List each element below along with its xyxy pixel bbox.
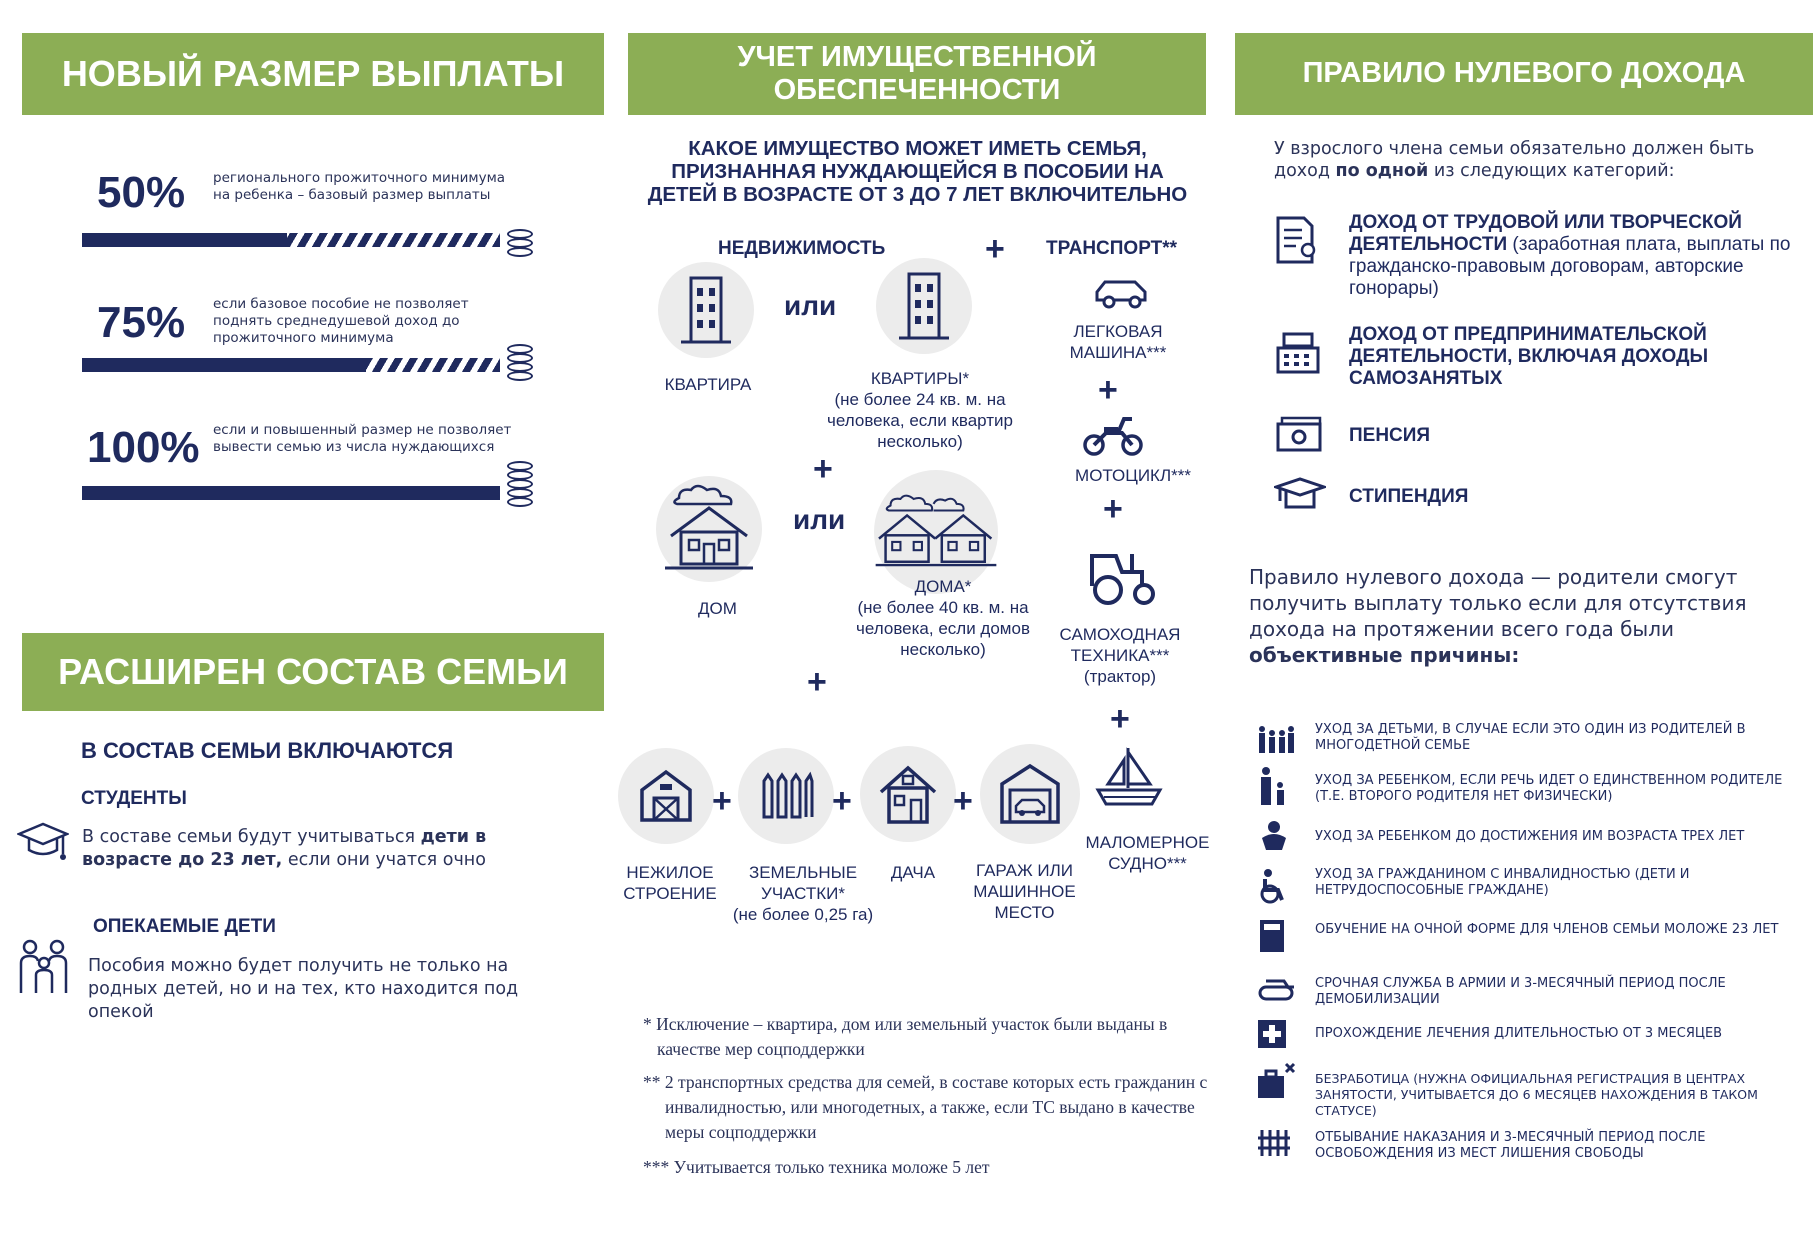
- motorcycle-icon: [1082, 411, 1144, 457]
- plus-sign: +: [712, 782, 732, 820]
- footnote-1: * Исключение – квартира, дом или земельный участок были выданы в качестве мер соцподдержки: [643, 1014, 1168, 1059]
- zero-income-rule: Правило нулевого дохода — родители смогут получить выплату только если для отсутствия дохода на протяжении всего года были объективные причины:: [1249, 565, 1747, 667]
- tier-50-desc: регионального прожиточного минимума на ребенка – базовый размер выплаты: [213, 170, 506, 203]
- plus-sign: +: [1110, 700, 1130, 738]
- reason-fulltime-study: ОБУЧЕНИЕ НА ОЧНОЙ ФОРМЕ ДЛЯ ЧЛЕНОВ СЕМЬИ МОЛОЖЕ 23 ЛЕТ: [1315, 922, 1779, 937]
- plus-sign: +: [1103, 490, 1123, 528]
- or-text: или: [784, 290, 837, 321]
- reason-child-under-3: УХОД ЗА РЕБЕНКОМ ДО ДОСТИЖЕНИЯ ИМ ВОЗРАСТА ТРЕХ ЛЕТ: [1315, 829, 1745, 844]
- income-scholarship: СТИПЕНДИЯ: [1349, 486, 1469, 507]
- guardian-text: Пособия можно будет получить не только на родных детей, но и на тех, кто находится под опекой: [88, 956, 519, 1022]
- tier-100-desc: если и повышенный размер не позволяет вывести семью из числа нуждающихся: [213, 422, 512, 455]
- tank-icon: [1256, 975, 1292, 1007]
- students-text: В составе семьи будут учитываться дети в возрасте до 23 лет, если они учатся очно: [82, 827, 487, 870]
- money-icon: [1274, 414, 1324, 454]
- nonres-label: НЕЖИЛОЕ СТРОЕНИЕ: [623, 863, 717, 903]
- car-label: ЛЕГКОВАЯ МАШИНА***: [1069, 322, 1167, 362]
- book-icon: [1256, 918, 1292, 950]
- banner-zero-income: ПРАВИЛО НУЛЕВОГО ДОХОДА: [1235, 33, 1813, 115]
- garage-circle: [980, 744, 1080, 844]
- plus-sign: +: [1098, 371, 1118, 409]
- houses-label: ДОМА* (не более 40 кв. м. на человека, если домов несколько): [856, 577, 1030, 659]
- scholarship-cap-icon: [1274, 477, 1326, 517]
- cash-register-icon: [1274, 330, 1322, 376]
- plus-sign: +: [953, 782, 973, 820]
- banner-family: РАСШИРЕН СОСТАВ СЕМЬИ: [22, 633, 604, 711]
- reason-large-family: УХОД ЗА ДЕТЬМИ, В СЛУЧАЕ ЕСЛИ ЭТО ОДИН ИЗ РОДИТЕЛЕЙ В МНОГОДЕТНОЙ СЕМЬЕ: [1315, 722, 1746, 753]
- family-icon: [17, 937, 71, 997]
- guardian-title: ОПЕКАЕМЫЕ ДЕТИ: [93, 916, 276, 937]
- fence-icon: [758, 771, 814, 821]
- reason-disability-care: УХОД ЗА ГРАЖДАНИНОМ С ИНВАЛИДНОСТЬЮ (ДЕТИ И НЕТРУДОСПОСОБНЫЕ ГРАЖДАНЕ): [1315, 867, 1690, 898]
- land-label: ЗЕМЕЛЬНЫЕ УЧАСТКИ* (не более 0,25 га): [732, 863, 874, 924]
- apartment-building-icon: [895, 270, 953, 342]
- tractor-icon: [1086, 546, 1160, 608]
- unemployment-briefcase-icon: [1256, 1062, 1292, 1094]
- banner-property: УЧЕТ ИМУЩЕСТВЕННОЙ ОБЕСПЕЧЕННОСТИ: [628, 33, 1206, 115]
- barn-icon: [638, 768, 694, 824]
- tier-75-percent: 75%: [97, 298, 186, 347]
- nonres-circle: [618, 748, 714, 844]
- garage-icon: [998, 762, 1062, 826]
- tier-50-bar: [82, 233, 500, 247]
- dacha-label: ДАЧА: [890, 863, 936, 882]
- tier-50-percent: 50%: [97, 168, 186, 217]
- banner-new-payment: НОВЫЙ РАЗМЕР ВЫПЛАТЫ: [22, 33, 604, 115]
- tier-100-percent: 100%: [87, 423, 200, 472]
- plus-sign: +: [807, 663, 827, 701]
- apartment-circle: [658, 262, 754, 358]
- reason-single-parent: УХОД ЗА РЕБЕНКОМ, ЕСЛИ РЕЧЬ ИДЕТ О ЕДИНСТВЕННОМ РОДИТЕЛЕ (Т.Е. ВТОРОГО РОДИТЕЛЯ НЕТ ФИЗИЧЕСКИ): [1315, 773, 1783, 804]
- income-pension: ПЕНСИЯ: [1349, 425, 1431, 446]
- house-circle: [656, 476, 762, 582]
- boat-icon: [1094, 744, 1164, 810]
- transport-label: ТРАНСПОРТ**: [1046, 238, 1178, 259]
- graduation-cap-icon: [17, 820, 69, 866]
- reason-army-service: СРОЧНАЯ СЛУЖБА В АРМИИ И 3-МЕСЯЧНЫЙ ПЕРИОД ПОСЛЕ ДЕМОБИЛИЗАЦИИ: [1315, 976, 1726, 1007]
- students-title: СТУДЕНТЫ: [81, 788, 187, 809]
- plus-sign: +: [813, 450, 833, 488]
- plus-sign: +: [985, 230, 1005, 268]
- income-business: ДОХОД ОТ ПРЕДПРИНИМАТЕЛЬСКОЙ ДЕЯТЕЛЬНОСТИ, ВКЛЮЧАЯ ДОХОДЫ САМОЗАНЯТЫХ: [1349, 324, 1709, 389]
- apartments-label: КВАРТИРЫ* (не более 24 кв. м. на человека, если квартир несколько): [827, 369, 1013, 451]
- medical-cross-icon: [1256, 1018, 1292, 1050]
- coin-stack-icon: [507, 345, 533, 381]
- house-label: ДОМ: [698, 599, 737, 618]
- zero-income-intro: У взрослого члена семьи обязательно должен быть доход по одной из следующих категорий:: [1274, 139, 1755, 181]
- tractor-label: САМОХОДНАЯ ТЕХНИКА*** (трактор): [1059, 625, 1181, 686]
- footnote-2: ** 2 транспортных средства для семей, в составе которых есть гражданин с инвалидностью, или многодетных, а также, если ТС выдано в качестве меры соцподдержки: [643, 1072, 1208, 1142]
- coin-stack-icon: [507, 462, 533, 507]
- house-icon: [663, 484, 755, 574]
- tier-75-desc: если базовое пособие не позволяет поднять среднедушевой доход до прожиточного минимума: [213, 296, 469, 346]
- single-parent-icon: [1256, 766, 1292, 798]
- coin-stack-icon: [507, 230, 533, 257]
- dacha-house-icon: [877, 762, 939, 826]
- large-family-icon: [1256, 723, 1292, 755]
- reason-medical-treatment: ПРОХОЖДЕНИЕ ЛЕЧЕНИЯ ДЛИТЕЛЬНОСТЬЮ ОТ 3 МЕСЯЦЕВ: [1315, 1026, 1723, 1041]
- income-labor: ДОХОД ОТ ТРУДОВОЙ ИЛИ ТВОРЧЕСКОЙ ДЕЯТЕЛЬНОСТИ (заработная плата, выплаты по гражданско-правовым договорам, авторские гонорары): [1349, 212, 1791, 299]
- reason-imprisonment: ОТБЫВАНИЕ НАКАЗАНИЯ И 3-МЕСЯЧНЫЙ ПЕРИОД ПОСЛЕ ОСВОБОЖДЕНИЯ ИЗ МЕСТ ЛИШЕНИЯ СВОБОДЫ: [1315, 1130, 1706, 1161]
- apartments-circle: [876, 258, 972, 354]
- car-icon: [1091, 272, 1153, 312]
- dacha-circle: [860, 746, 956, 842]
- realty-label: НЕДВИЖИМОСТЬ: [718, 238, 886, 259]
- contract-icon: [1274, 214, 1320, 266]
- or-text: или: [793, 504, 846, 535]
- apartment-label: КВАРТИРА: [664, 375, 752, 394]
- tier-100-bar: [82, 486, 500, 500]
- property-question: КАКОЕ ИМУЩЕСТВО МОЖЕТ ИМЕТЬ СЕМЬЯ, ПРИЗНАННАЯ НУЖДАЮЩЕЙСЯ В ПОСОБИИ НА ДЕТЕЙ В ВОЗРАСТЕ ОТ 3 ДО 7 ЛЕТ ВКЛЮЧИТЕЛЬНО: [647, 137, 1188, 206]
- family-heading: В СОСТАВ СЕМЬИ ВКЛЮЧАЮТСЯ: [81, 738, 454, 763]
- footnote-3: *** Учитывается только техника моложе 5 лет: [643, 1157, 990, 1177]
- moto-label: МОТОЦИКЛ***: [1075, 466, 1191, 485]
- plus-sign: +: [832, 782, 852, 820]
- garage-label: ГАРАЖ ИЛИ МАШИННОЕ МЕСТО: [973, 861, 1076, 922]
- apartment-icon: [677, 274, 735, 346]
- prison-bars-icon: [1256, 1128, 1292, 1160]
- land-circle: [738, 748, 834, 844]
- houses-icon: [874, 484, 998, 580]
- tier-75-bar: [82, 358, 500, 372]
- baby-icon: [1256, 820, 1292, 852]
- reason-unemployment: БЕЗРАБОТИЦА (НУЖНА ОФИЦИАЛЬНАЯ РЕГИСТРАЦИЯ В ЦЕНТРАХ ЗАНЯТОСТИ, УЧИТЫВАЕТСЯ ДО 6 МЕСЯЦЕВ НАХОЖДЕНИЯ В ТАКОМ СТАТУСЕ): [1315, 1071, 1758, 1118]
- wheelchair-icon: [1256, 868, 1292, 900]
- boat-label: МАЛОМЕРНОЕ СУДНО***: [1085, 833, 1210, 873]
